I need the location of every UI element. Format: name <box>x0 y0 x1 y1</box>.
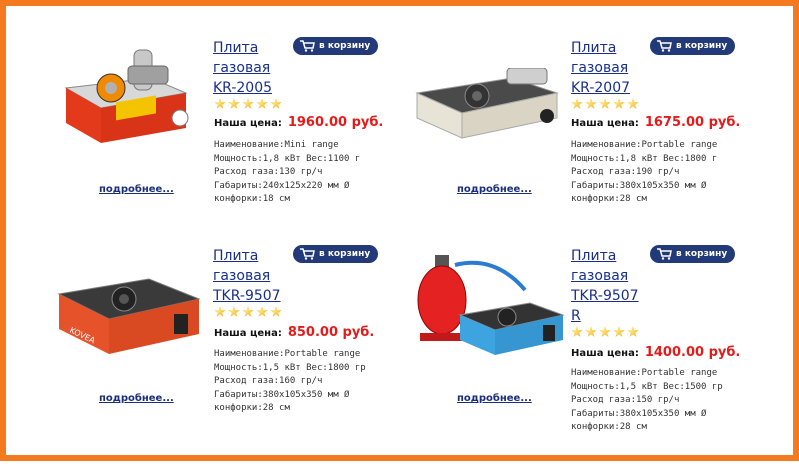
add-to-cart-button[interactable]: в корзину <box>650 37 735 55</box>
star-icon <box>214 306 226 318</box>
rating-stars <box>571 98 639 110</box>
product-card-kr-2007 <box>407 40 797 255</box>
cart-icon <box>656 248 672 260</box>
price-value: 1675.00 руб. <box>644 115 741 130</box>
cart-icon <box>656 40 672 52</box>
cart-icon <box>299 248 315 260</box>
product-card-kr-2005 <box>50 40 440 255</box>
product-title[interactable]: Плита газовая TKR-9507 R <box>571 248 639 324</box>
star-icon <box>214 98 226 110</box>
star-icon <box>228 98 240 110</box>
star-icon <box>256 98 268 110</box>
rating-stars <box>214 98 282 110</box>
rating-stars <box>571 326 639 338</box>
star-icon <box>256 306 268 318</box>
details-link[interactable]: подробнее... <box>99 393 174 404</box>
star-icon <box>228 306 240 318</box>
star-icon <box>585 98 597 110</box>
details-link[interactable]: подробнее... <box>457 393 532 404</box>
product-title[interactable]: Плита газовая KR-2007 <box>571 40 631 96</box>
price-row: Наша цена: 850.00 руб. <box>214 325 375 340</box>
add-to-cart-button[interactable]: в корзину <box>650 245 735 263</box>
star-icon <box>242 306 254 318</box>
star-icon <box>571 326 583 338</box>
svg-text:KOVEA: KOVEA <box>68 325 97 346</box>
product-specs: Наименование:Mini range Мощность:1,8 кВт Вес:1100 г Расход газа:130 гр/ч Габариты:240х125х220 мм Ø конфорки:18 см <box>214 140 361 204</box>
star-icon <box>613 326 625 338</box>
product-specs: Наименование:Portable range Мощность:1,8 кВт Вес:1800 г Расход газа:190 гр/ч Габариты:380х105х350 мм Ø конфорки:28 см <box>571 140 718 204</box>
product-card-tkr-9507 <box>50 249 440 464</box>
star-icon <box>585 326 597 338</box>
price-row: Наша цена: 1675.00 руб. <box>571 115 741 130</box>
product-card-tkr-9507r <box>407 249 797 464</box>
details-link[interactable]: подробнее... <box>457 184 532 195</box>
star-icon <box>599 326 611 338</box>
star-icon <box>270 98 282 110</box>
product-title[interactable]: Плита газовая TKR-9507 <box>213 248 281 304</box>
cart-icon <box>299 40 315 52</box>
product-specs: Наименование:Portable range Мощность:1,5 кВт Вес:1500 гр Расход газа:150 гр/ч Габариты:380х105х350 мм Ø конфорки:28 см <box>571 368 723 432</box>
add-to-cart-button[interactable]: в корзину <box>293 37 378 55</box>
star-icon <box>270 306 282 318</box>
star-icon <box>627 326 639 338</box>
stove-image-kr-2005[interactable] <box>56 48 196 148</box>
price-value: 850.00 руб. <box>287 325 375 340</box>
star-icon <box>242 98 254 110</box>
price-row: Наша цена: 1960.00 руб. <box>214 115 384 130</box>
price-value: 1960.00 руб. <box>287 115 384 130</box>
price-value: 1400.00 руб. <box>644 345 741 360</box>
star-icon <box>613 98 625 110</box>
product-specs: Наименование:Portable range Мощность:1,5 кВт Вес:1800 гр Расход газа:160 гр/ч Габариты:380х105х350 мм Ø конфорки:28 см <box>214 349 366 413</box>
price-row: Наша цена: 1400.00 руб. <box>571 345 741 360</box>
add-to-cart-button[interactable]: в корзину <box>293 245 378 263</box>
star-icon <box>571 98 583 110</box>
product-title[interactable]: Плита газовая KR-2005 <box>213 40 273 96</box>
stove-image-tkr-9507r[interactable] <box>415 255 565 365</box>
star-icon <box>599 98 611 110</box>
stove-image-tkr-9507[interactable] <box>54 274 204 359</box>
star-icon <box>627 98 639 110</box>
rating-stars <box>214 306 282 318</box>
stove-image-kr-2007[interactable] <box>412 68 562 148</box>
details-link[interactable]: подробнее... <box>99 184 174 195</box>
